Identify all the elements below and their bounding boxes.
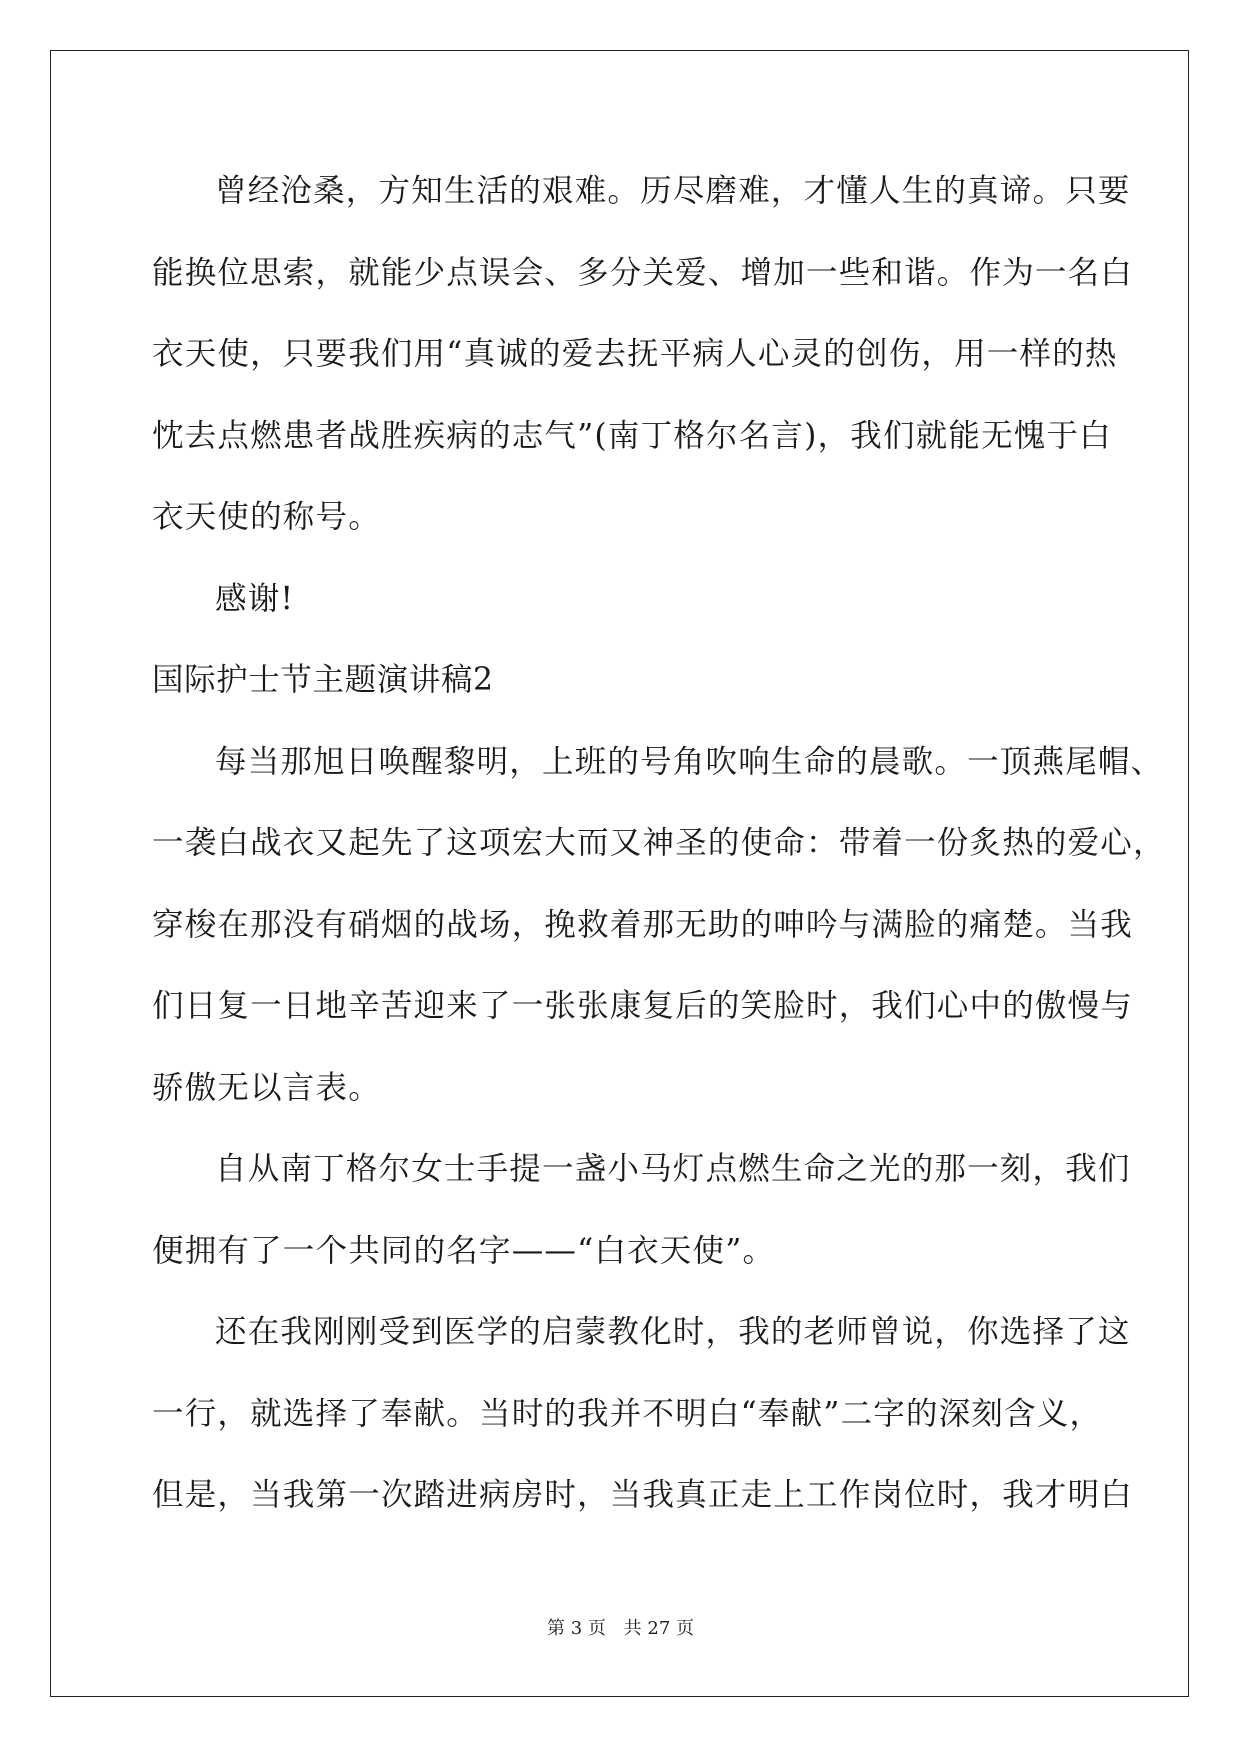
text-line: 一行，就选择了奉献。当时的我并不明白“奉献”二字的深刻含义，: [152, 1395, 1103, 1432]
section-heading: 国际护士节主题演讲稿2: [152, 662, 494, 698]
text-line: 曾经沧桑，方知生活的艰难。历尽磨难，才懂人生的真谛。只要: [215, 173, 1131, 209]
text-line: 骄傲无以言表。: [152, 1069, 381, 1106]
text-line: 便拥有了一个共同的名字——“白衣天使”。: [152, 1232, 776, 1269]
text-line: 但是，当我第一次踏进病房时，当我真正走上工作岗位时，我才明白: [152, 1477, 1134, 1513]
text-line: 每当那旭日唤醒黎明，上班的号角吹响生命的晨歌。一顶燕尾帽、: [215, 743, 1164, 780]
document-body: [152, 155, 1166, 1541]
text-line: 一袭白战衣又起先了这项宏大而又神圣的使命：带着一份炙热的爱心，: [152, 825, 1166, 861]
page-total: 共 27 页: [623, 1618, 694, 1639]
text-line: 还在我刚刚受到医学的启蒙教化时，我的老师曾说，你选择了这: [215, 1314, 1131, 1350]
text-line: 自从南丁格尔女士手提一盏小马灯点燃生命之光的那一刻，我们: [215, 1151, 1131, 1187]
page-footer: [0, 1614, 1241, 1640]
text-line: 们日复一日地辛苦迎来了一张张康复后的笑脸时，我们心中的傲慢与: [152, 988, 1134, 1024]
text-line: 感谢!: [215, 580, 295, 617]
text-line: 穿梭在那没有硝烟的战场，挽救着那无助的呻吟与满脸的痛楚。当我: [152, 906, 1134, 943]
page-number: 第 3 页: [547, 1618, 606, 1639]
text-line: 衣天使，只要我们用“真诚的爱去抚平病人心灵的创伤，用一样的热: [152, 336, 1118, 372]
text-line: 能换位思索，就能少点误会、多分关爱、增加一些和谐。作为一名白: [152, 254, 1134, 291]
text-line: 衣天使的称号。: [152, 499, 381, 535]
text-line: 忱去点燃患者战胜疾病的志气”(南丁格尔名言)，我们就能无愧于白: [152, 417, 1112, 454]
